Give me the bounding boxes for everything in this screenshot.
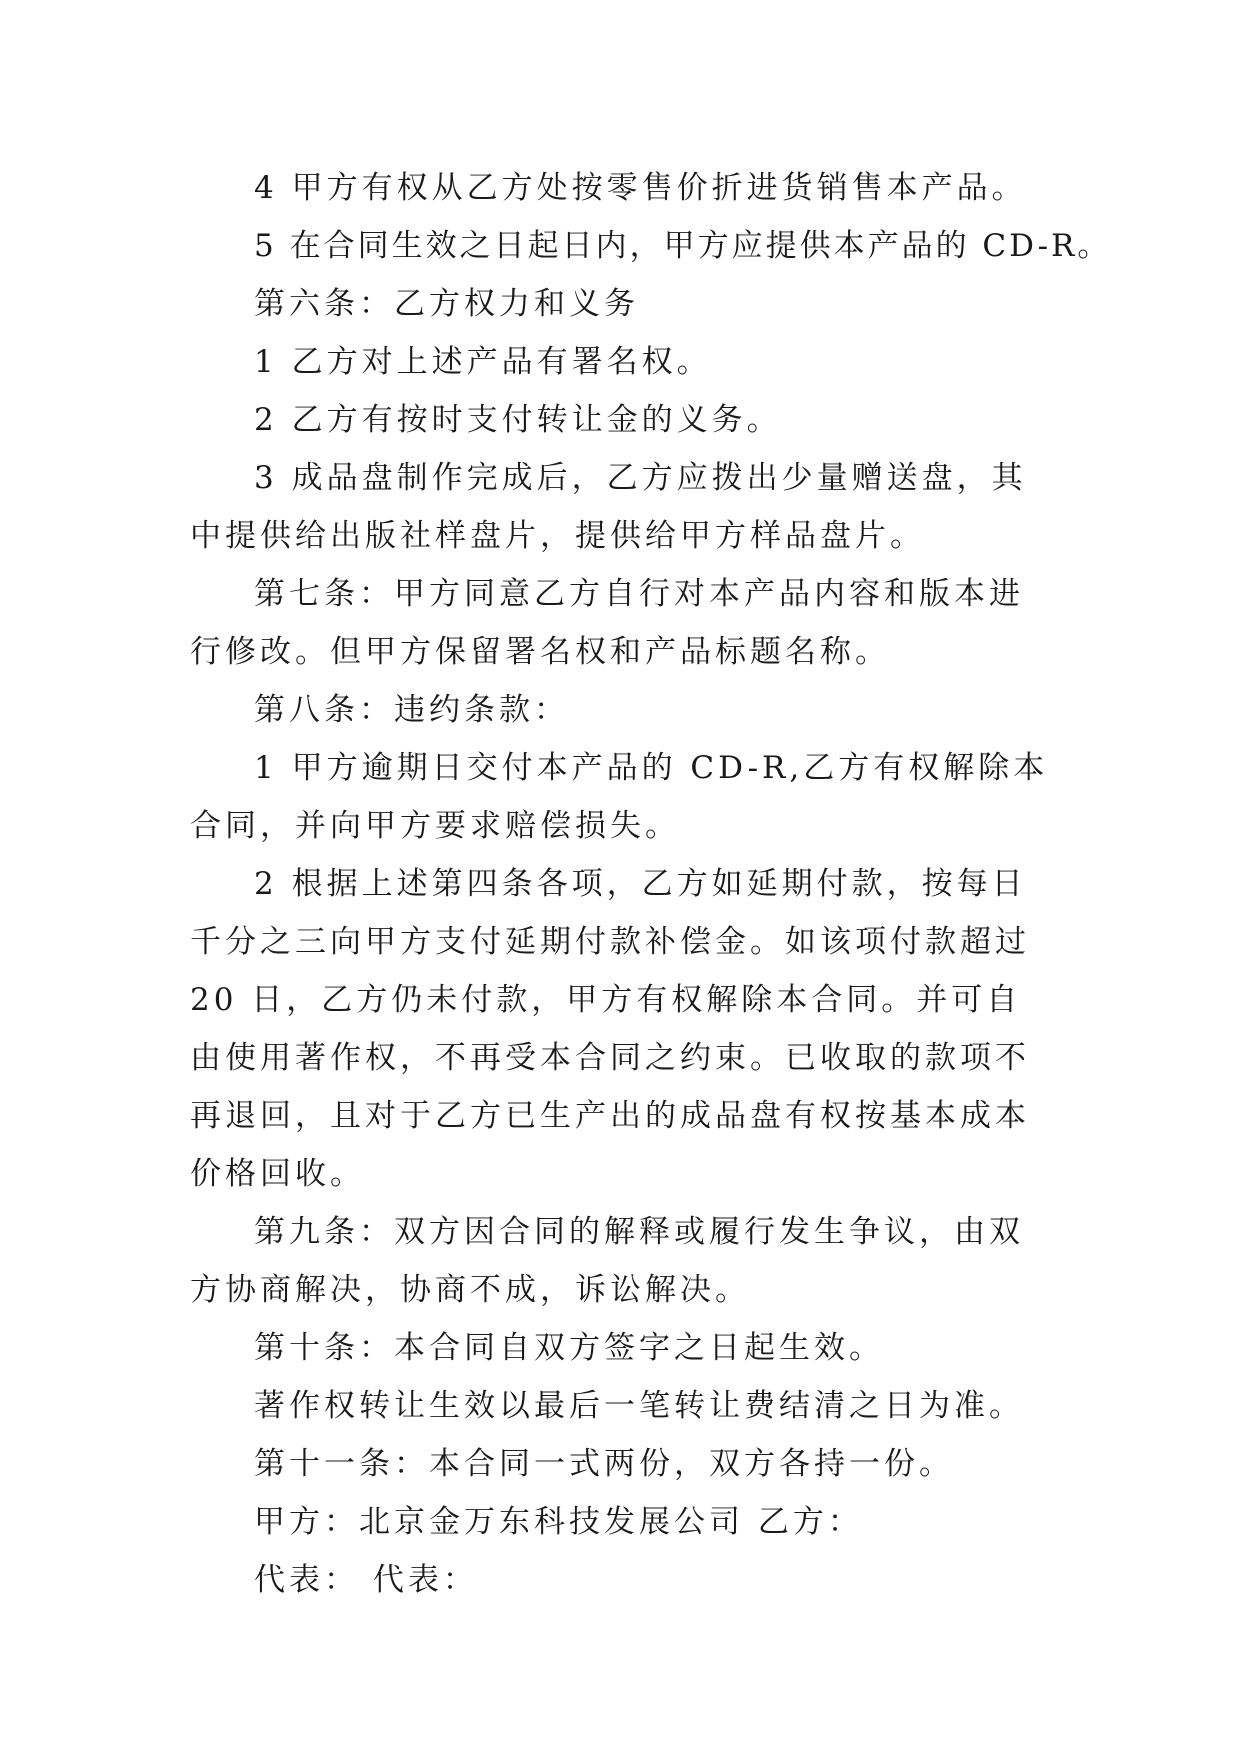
signature-parties-line: 甲方：北京金万东科技发展公司 乙方： [254,1504,863,1540]
paragraph-clause-5-item-4: 4 甲方有权从乙方处按零售价折进货销售本产品。 [254,170,1027,206]
contract-body [190,159,1112,1609]
paragraph-clause-8-item-1: 1 甲方逾期日交付本产品的 CD-R,乙方有权解除本合同，并向甲方要求赔偿损失。 [190,750,1049,844]
paragraph-clause-8-heading: 第八条：违约条款： [254,692,569,728]
signature-representatives-line: 代表： 代表： [254,1562,478,1598]
paragraph-clause-6-item-1: 1 乙方对上述产品有署名权。 [254,344,712,380]
paragraph-clause-10-note: 著作权转让生效以最后一笔转让费结清之日为准。 [254,1388,1024,1424]
paragraph-clause-8-item-2: 2 根据上述第四条各项，乙方如延期付款，按每日千分之三向甲方支付延期付款补偿金。如该项付款超过 20 日，乙方仍未付款，甲方有权解除本合同。并可自由使用著作权，不再受本合同之约束。已收取的款项不再退回，且对于乙方已生产出的成品盘有权按基本成本价格回收。 [190,866,1030,1192]
paragraph-clause-6-item-2: 2 乙方有按时支付转让金的义务。 [254,402,782,438]
paragraph-clause-9: 第九条：双方因合同的解释或履行发生争议，由双方协商解决，协商不成，诉讼解决。 [190,1214,1024,1308]
paragraph-clause-10: 第十条：本合同自双方签字之日起生效。 [254,1330,884,1366]
paragraph-clause-5-item-5: 5 在合同生效之日起日内，甲方应提供本产品的 CD-R。 [254,228,1112,264]
paragraph-clause-7: 第七条：甲方同意乙方自行对本产品内容和版本进行修改。但甲方保留署名权和产品标题名称。 [190,576,1024,670]
paragraph-clause-6-heading: 第六条：乙方权力和义务 [254,286,639,322]
paragraph-clause-6-item-3: 3 成品盘制作完成后，乙方应拨出少量赠送盘，其中提供给出版社样盘片，提供给甲方样品盘片。 [190,460,1027,554]
paragraph-clause-11: 第十一条：本合同一式两份，双方各持一份。 [254,1446,954,1482]
